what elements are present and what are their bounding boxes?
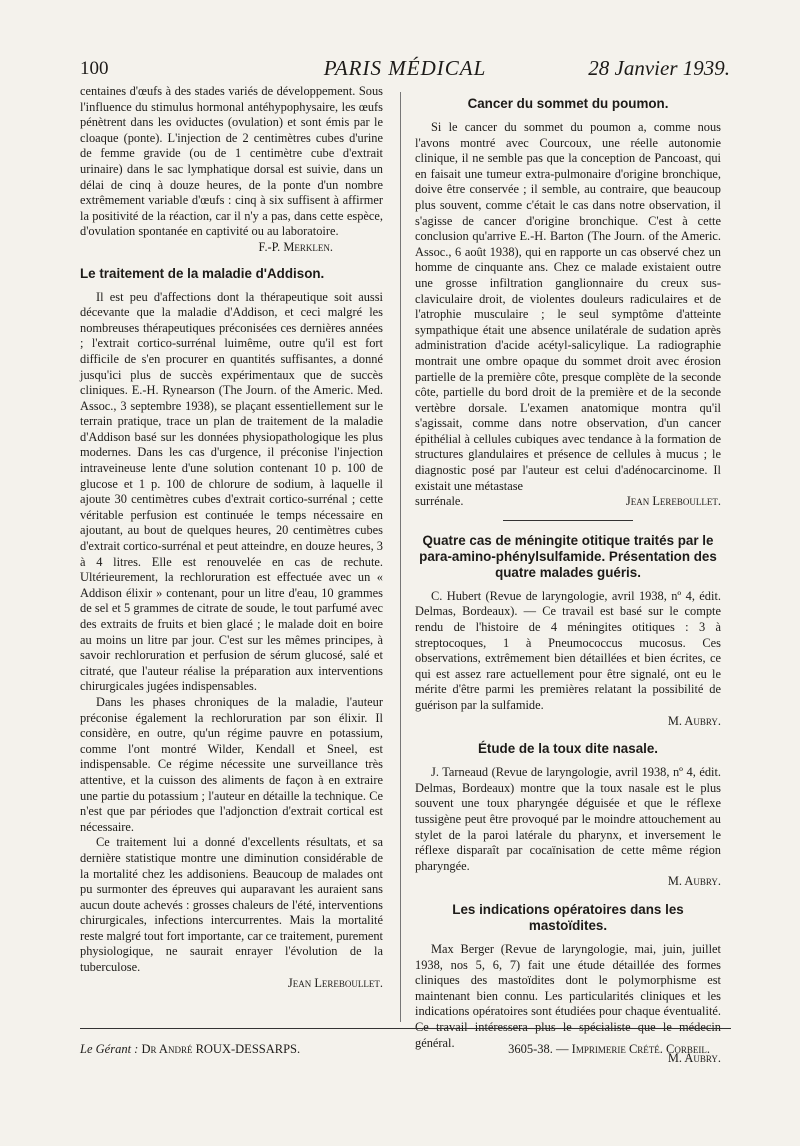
signature-line [415, 494, 721, 510]
signature: Jean Lereboullet. [287, 975, 383, 990]
paragraph: C. Hubert (Revue de laryngologie, avril 1938, nº 4, édit. Delmas, Bordeaux). — Ce travail est basé sur le compte rendu de l'histoire de 4 méningites otitiques : 3 à streptocoques, 1 à Pneumococcus mucosus. Ces observations, extrêmement bien détaillées et bien écrites, ce qui est assez rare actuellement pour être signalé, ont eu le mérite d'être parmi les premières relatant la possibilité de guérison par la sulfamide. [415, 588, 721, 712]
page-number: 100 [80, 58, 109, 79]
article-title-meningite: Quatre cas de méningite otitique traités par le para-amino-phénylsulfamide. Présentation des quatre malades guéris. [419, 532, 717, 580]
article-title-addison: Le traitement de la maladie d'Addison. [80, 265, 325, 281]
footer-rule [80, 1028, 731, 1029]
paragraph-end: surrénale. [415, 494, 464, 509]
gerant-name: Dr André ROUX-DESSARPS. [141, 1042, 301, 1056]
signature: M. Aubry. [667, 713, 721, 728]
issue-date: 28 Janvier 1939. [588, 56, 730, 80]
paragraph: Ce traitement lui a donné d'excellents résultats, et sa dernière statistique montre une diminution considérable de la mortalité chez les addisoniens. Beaucoup de malades ont pu surmonter des épreuves qui auparavant les auraient sans aucun doute achevés : grosses chaleurs de l'été, interventions chirurgicales, infections intercurrentes. Mais la mortalité reste malgré tout fort importante, car ce traitement, purement physiologique, ne saurait enrayer l'évolution de la tuberculose. [80, 835, 383, 975]
section-rule [503, 520, 633, 521]
paragraph: Max Berger (Revue de laryngologie, mai, juin, juillet 1938, nos 5, 6, 7) fait une étude détaillée des formes cliniques des mastoïdites dont le polymorphisme est maintenant bien connu. Les particularités cliniques et les indications opératoires sont étudiées pour chaque éventualité. Ce travail intéressera plus le spécialiste que le médecin général. [415, 941, 721, 1050]
gerant [80, 1042, 300, 1057]
column-divider [400, 92, 401, 1022]
paragraph: Dans les phases chroniques de la maladie, l'auteur préconise également la rechloruration par son élixir. Il considère, en outre, qu'un régime pauvre en potassium, comme l'ont montré Wilder, Kendall et Sneel, est indispensable. Ce régime nécessite une surveillance très attentive, et la cuisson des aliments de façon à en extraire une partie du potassium ; l'auteur en détaille la technique. Ce n'est que par périodes que l'adjonction d'extrait cortical est nécessaire. [80, 694, 383, 834]
signature: Jean Lereboullet. [625, 494, 721, 509]
article-title-cancer: Cancer du sommet du poumon. [467, 96, 669, 111]
intro-paragraph: centaines d'œufs à des stades variés de développement. Sous l'influence du stimulus hormonal antéhypophysaire, les œufs pénètrent dans les oviductes (ovulation) et sont émis par le cloaque (ponte). L'injection de 2 centimètres cubes d'urine de femme gravide (ou de 1 centimètre cube d'extrait urinaire) dans le sac lymphatique dorsal est suivie, dans un délai de cinq à douze heures, de la ponte d'un nombre extrêmement variable d'œufs : cinq à six suffisent à affirmer la positivité de la réaction, car il n'y a pas, dans cette espèce, d'ovulation spontanée en captivité ou au laboratoire. [80, 84, 383, 239]
right-column [415, 96, 721, 1067]
signature: M. Aubry. [667, 1051, 721, 1066]
gerant-label: Le Gérant : [80, 1042, 139, 1056]
signature: F.-P. Merklen. [258, 239, 333, 254]
paragraph: Si le cancer du sommet du poumon a, comme nous l'avons montré avec Courcoux, une réelle autonomie clinique, il ne semble pas que la conception de Pancoast, qui en faisait une tumeur extra-pulmonaire d'origine bronchique, doive être conservée ; il semble, au contraire, que beaucoup plus souvent, comme c'était le cas dans notre observation, il s'agisse de cancer d'origine bronchique. C'est à cette conclusion qu'arrive E.-H. Barton (The Journ. of the Americ. Assoc., 6 août 1938), qui en rapporte un cas observé chez un homme de cinquante ans. Chez ce malade existaient outre une grosse infiltration ganglionnaire du creux sus-claviculaire droit, de violentes douleurs radiculaires et de l'atrophie musculaire ; le seul symptôme d'atteinte sympathique était une absence unilatérale de sudation après administration d'acide acétyl-salicylique. La radiographie montrait une ombre opaque du sommet droit avec érosion partielle de la première côte, presque complète de la seconde côte, partielle du bord droit de la première et de la seconde vertèbre dorsale. L'examen anatomique montra qu'il s'agissait, comme dans notre observation, d'un cancer épithélial à cellules cubiques avec tendance à la formation de structures glandulaires et présence de cellules à mucus ; le diagnostic posé par l'auteur est celui d'adénocarcinome. Il existait une métastase [415, 120, 721, 493]
article-title-mastoidites: Les indications opératoires dans les mastoïdites. [452, 901, 684, 933]
left-column [80, 84, 383, 991]
signature: M. Aubry. [667, 874, 721, 889]
paragraph: J. Tarneaud (Revue de laryngologie, avril 1938, nº 4, édit. Delmas, Bordeaux) montre que la toux nasale est le plus souvent une toux pharyngée déguisée et que le réflexe tussigène peut être provoqué par le moindre attouchement au stylet de la paroi latérale du pharynx, et inversement le réflexe disparaît par cocaïnisation de cette même région pharyngée. [415, 765, 721, 873]
article-title-toux: Étude de la toux dite nasale. [477, 741, 659, 757]
paragraph: Il est peu d'affections dont la thérapeutique soit aussi décevante que la maladie d'Addison, et ceci malgré les nombreuses thérapeutiques préconisées ces dernières années ; l'extrait cortico-surrénal luimême, outre qu'il est fort difficile de s'en procurer en quantités suffisantes, a donné jusqu'ici plus de succès expérimentaux que de succès cliniques. E.-H. Rynearson (The Journ. of the Americ. Med. Assoc., 3 septembre 1938), se plaçant essentiellement sur le terrain pratique, trace un plan de traitement de la maladie d'Addison basé sur les données physiopathologique les plus modernes. Dans les cas d'urgence, il préconise l'injection intraveineuse lente d'une solution contenant 10 p. 100 de glucose et 1 p. 100 de chlorure de sodium, à laquelle il ajoute 30 centimètres cubes d'extrait cortico-surrénal ; cette véritable perfusion est continuée le temps nécessaire en ajoutant, au bout de quelques heures, 20 centimètres cubes d'extrait cortico-surrénal et peut atteindre, en douze heures, 3 à 4 litres. Elle est renouvelée en cas de rechute. Ultérieurement, la rechloruration est effectuée avec un « Addison élixir » contenant, pour un litre d'eau, 10 grammes de sel et 5 grammes de citrate de soude, le tout parfumé avec des extraits de fruits et bien glacé ; le malade doit en boire au moins un litre par jour. C'est sur les mêmes principes, à savoir rechloruration et perfusion de sérum glucosé, salé et citraté, que l'auteur réalise la préparation aux interventions chirurgicales jugées indispensables. [80, 289, 383, 694]
printer-info: 3605-38. — Imprimerie Crété. Corbeil. [508, 1042, 710, 1056]
journal-title: PARIS MÉDICAL [323, 56, 487, 80]
